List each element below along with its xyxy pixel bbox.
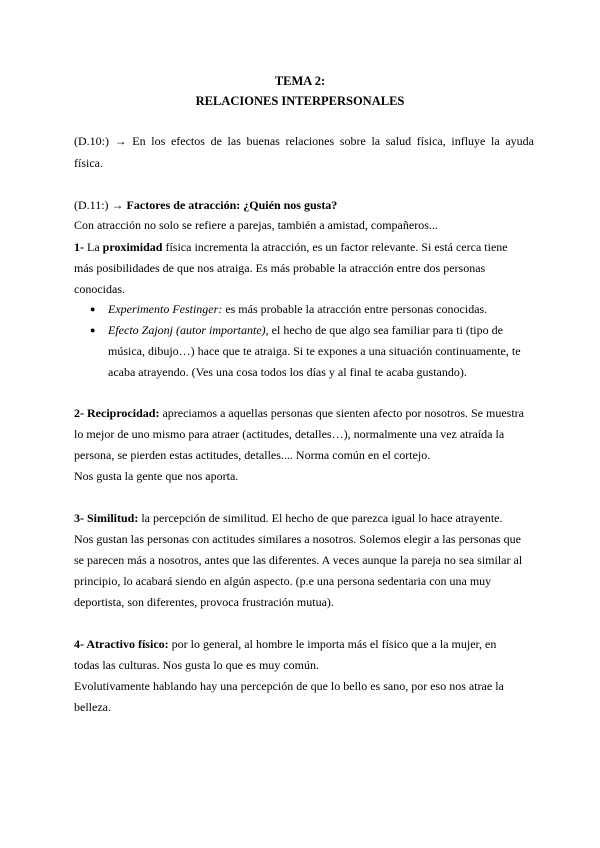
d10-paragraph-line1: (D.10:) → En los efectos de las buenas relaciones sobre la salud física, influye la ayuda [74, 134, 534, 148]
factor1-line2: más posibilidades de que nos atraiga. Es más probable la atracción entre dos personas [74, 261, 486, 275]
factor1-line1 [74, 237, 534, 257]
bullet-icon: ● [90, 325, 96, 335]
factor3-term: 3- Similitud: [74, 511, 139, 525]
d11-prefix: (D.11:) → [74, 198, 127, 212]
document-title-line2: RELACIONES INTERPERSONALES [195, 94, 405, 108]
factor3-line1-rest: la percepción de similitud. El hecho de que parezca igual lo hace atrayente. [138, 511, 503, 525]
factor2-line4: Nos gusta la gente que nos aporta. [74, 469, 239, 483]
factor2-line1 [74, 403, 534, 423]
factor1-line3: conocidas. [74, 282, 125, 296]
factor4-line1-rest: por lo general, al hombre le importa más el físico que a la mujer, en [168, 637, 497, 651]
factor4-line3: Evolutivamente hablando hay una percepción de que lo bello es sano, por eso nos atrae la [74, 679, 504, 693]
factor3-line1 [74, 508, 534, 528]
factor3-line2: Nos gustan las personas con actitudes similares a nosotros. Solemos elegir a las personas que [74, 532, 521, 546]
d11-heading: Factores de atracción: ¿Quién nos gusta? [126, 198, 338, 212]
factor4-line1 [74, 634, 534, 654]
factor3-line3: se parecen más a nosotros, antes que las diferentes. A veces aunque la pareja no sea similar al [74, 553, 523, 567]
factor1-bullet2-line1 [108, 320, 568, 340]
factor1-bullet2-line2: música, dibujo…) hace que te atraiga. Si te expones a una situación continuamente, te [108, 344, 521, 358]
factor4-line2: todas las culturas. Nos gusta lo que es muy común. [74, 658, 319, 672]
factor1-bullet2-rest: , el hecho de que algo sea familiar para ti (tipo de [265, 323, 503, 337]
factor1-bullet2-italic: Efecto Zajonj (autor importante) [108, 323, 266, 337]
factor3-line5: deportista, son diferentes, provoca frustración mutua). [74, 595, 334, 609]
d11-intro: Con atracción no solo se refiere a parejas, también a amistad, compañeros... [74, 218, 438, 232]
factor1-bullet2-line3: acaba atrayendo. (Ves una cosa todos los días y al final te acaba gustando). [108, 365, 467, 379]
factor1-line1-rest: física incrementa la atracción, es un factor relevante. Si está cerca tiene [162, 240, 508, 254]
factor1-bullet1-italic: Experimento Festinger: [108, 302, 223, 316]
d10-paragraph-line2: física. [74, 156, 103, 170]
factor1-term: proximidad [102, 240, 163, 254]
bullet-icon: ● [90, 304, 96, 314]
factor2-line3: persona, se pierden estas actitudes, detalles.... Norma común en el cortejo. [74, 448, 431, 462]
factor3-line4: principio, lo acabará siendo en algún aspecto. (p.e una persona sedentaria con una muy [74, 574, 492, 588]
factor1-bullet1-rest: es más probable la atracción entre personas conocidas. [222, 302, 488, 316]
factor1-number: 1- [74, 240, 84, 254]
factor1-pre: La [84, 240, 103, 254]
factor2-line1-rest: apreciamos a aquellas personas que sienten afecto por nosotros. Se muestra [159, 406, 524, 420]
factor4-line4: belleza. [74, 700, 111, 714]
d11-heading-line [74, 195, 534, 215]
factor2-line2: lo mejor de uno mismo para atraer (actitudes, detalles…), normalmente una vez atraída la [74, 427, 505, 441]
factor2-term: 2- Reciprocidad: [74, 406, 160, 420]
factor4-term: 4- Atractivo físico: [74, 637, 169, 651]
factor1-bullet1 [108, 299, 568, 319]
document-title-line1: TEMA 2: [274, 74, 326, 88]
